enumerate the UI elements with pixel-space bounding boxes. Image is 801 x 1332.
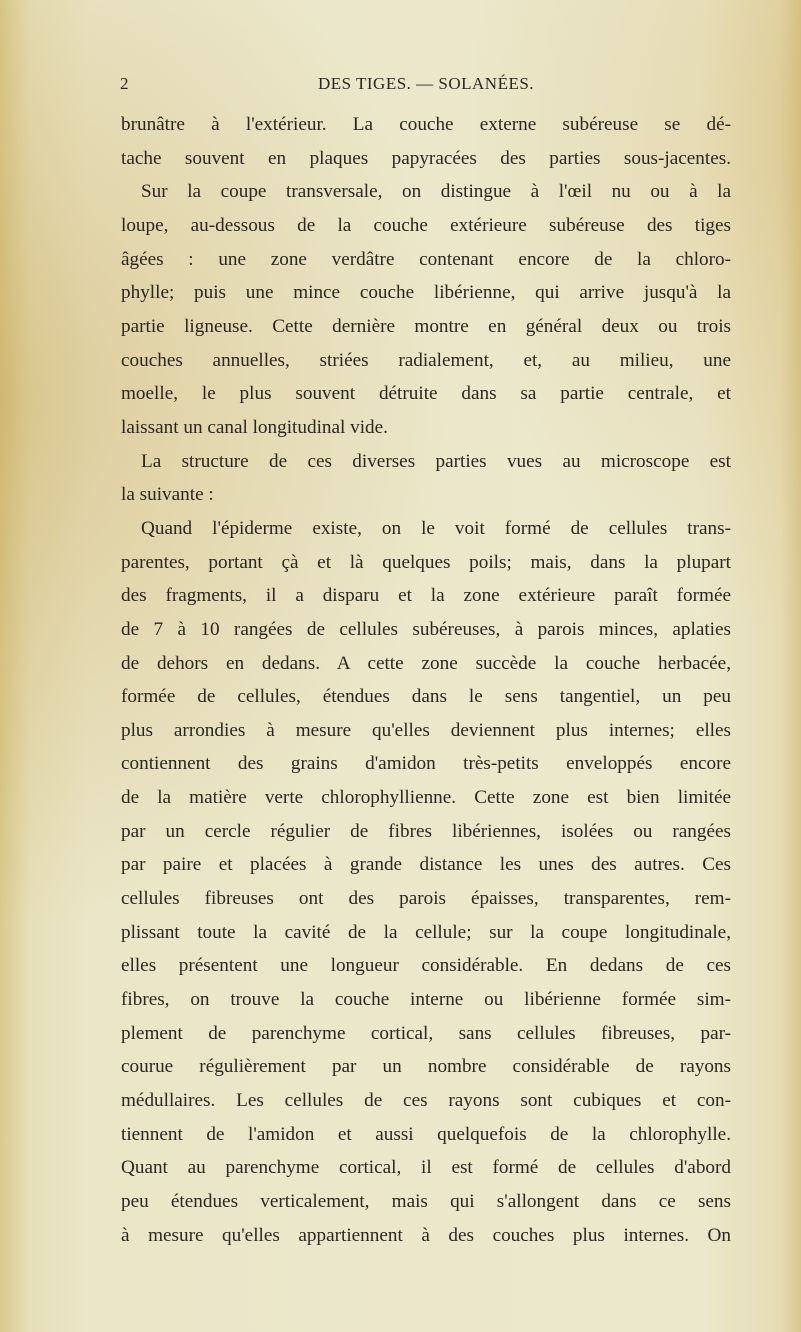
text-line [121, 344, 731, 378]
text-line [121, 949, 731, 983]
text-line [121, 276, 731, 310]
text-line [121, 1219, 731, 1253]
text-line-content: partie ligneuse. Cette dernière montre en général deux ou trois [121, 315, 731, 337]
text-line-content: brunâtre à l'extérieur. La couche externe subéreuse se dé- [121, 114, 731, 135]
text-line [121, 815, 731, 849]
text-line-content: cellules fibreuses ont des parois épaisses, transparentes, rem- [121, 888, 731, 910]
text-line-content: couches annuelles, striées radialement, et, au milieu, une [121, 349, 731, 371]
text-line-content: âgées : une zone verdâtre contenant encore de la chloro- [121, 248, 731, 270]
text-line [121, 411, 731, 445]
text-line-content: de dehors en dedans. A cette zone succède la couche herbacée, [121, 652, 731, 674]
text-line-content: Quand l'épiderme existe, on le voit formé de cellules trans- [141, 517, 731, 539]
text-line-content: contiennent des grains d'amidon très-petits enveloppés encore [121, 753, 731, 775]
text-line [121, 983, 731, 1017]
text-line-content: elles présentent une longueur considérable. En dedans de ces [121, 955, 731, 977]
text-line-content: Quant au parenchyme cortical, il est formé de cellules d'abord [121, 1157, 731, 1179]
text-line-content: loupe, au-dessous de la couche extérieure subéreuse des tiges [121, 214, 731, 236]
text-line [121, 445, 731, 479]
text-line-content: phylle; puis une mince couche libérienne, qui arrive jusqu'à la [121, 282, 731, 304]
text-line [121, 882, 731, 916]
text-line-content: plissant toute la cavité de la cellule; sur la coupe longitudinale, [121, 921, 731, 943]
text-line [121, 478, 731, 512]
text-line [121, 680, 731, 714]
text-line-content: tache souvent en plaques papyracées des parties sous-jacentes. [121, 147, 731, 169]
text-line-content: plus arrondies à mesure qu'elles deviennent plus internes; elles [121, 719, 731, 741]
text-line [121, 916, 731, 950]
text-line-content: laissant un canal longitudinal vide. [121, 416, 388, 438]
text-line [121, 781, 731, 815]
text-line [121, 613, 731, 647]
text-line [121, 546, 731, 580]
text-line [121, 747, 731, 781]
page-number: 2 [120, 74, 129, 93]
text-line [121, 1017, 731, 1051]
text-line [121, 310, 731, 344]
text-line-content: La structure de ces diverses parties vues au microscope est [141, 450, 731, 472]
text-line-content: formée de cellules, étendues dans le sens tangentiel, un peu [121, 686, 731, 708]
text-line [121, 1050, 731, 1084]
text-line-content: parentes, portant çà et là quelques poils; mais, dans la plupart [121, 551, 731, 573]
text-line [121, 647, 731, 681]
text-line-content: des fragments, il a disparu et la zone extérieure paraît formée [121, 585, 731, 607]
text-line-content: à mesure qu'elles appartiennent à des couches plus internes. On [121, 1224, 731, 1246]
text-line-content: de 7 à 10 rangées de cellules subéreuses, à parois minces, aplaties [121, 618, 731, 640]
text-line [121, 209, 731, 243]
text-line [121, 848, 731, 882]
text-line-content: tiennent de l'amidon et aussi quelquefois de la chlorophylle. [121, 1123, 731, 1145]
text-line-content: Sur la coupe transversale, on distingue à l'œil nu ou à la [141, 181, 731, 203]
body-text [121, 108, 731, 1252]
text-line-content: médullaires. Les cellules de ces rayons sont cubiques et con- [121, 1090, 731, 1112]
text-line-content: par un cercle régulier de fibres libériennes, isolées ou rangées [121, 820, 731, 842]
text-line-content: la suivante : [121, 484, 214, 506]
text-line [121, 1185, 731, 1219]
text-line [121, 1118, 731, 1152]
text-line [121, 243, 731, 277]
text-line [121, 714, 731, 748]
running-title: DES TIGES. — SOLANÉES. [317, 74, 535, 93]
text-line-content: par paire et placées à grande distance les unes des autres. Ces [121, 854, 731, 876]
text-line [121, 512, 731, 546]
text-line-content: fibres, on trouve la couche interne ou libérienne formée sim- [121, 989, 731, 1011]
text-line [121, 377, 731, 411]
text-line-content: courue régulièrement par un nombre considérable de rayons [121, 1056, 731, 1078]
text-line-content: moelle, le plus souvent détruite dans sa partie centrale, et [121, 383, 731, 405]
text-line-content: peu étendues verticalement, mais qui s'allongent dans ce sens [121, 1191, 731, 1212]
text-line [121, 1084, 731, 1118]
text-line-content: plement de parenchyme cortical, sans cellules fibreuses, par- [121, 1022, 731, 1044]
text-line [121, 1151, 731, 1185]
text-line [121, 108, 731, 142]
text-line-content: de la matière verte chlorophyllienne. Cette zone est bien limitée [121, 787, 731, 809]
running-header [120, 74, 732, 100]
text-line [121, 142, 731, 176]
text-line [121, 175, 731, 209]
text-line [121, 579, 731, 613]
